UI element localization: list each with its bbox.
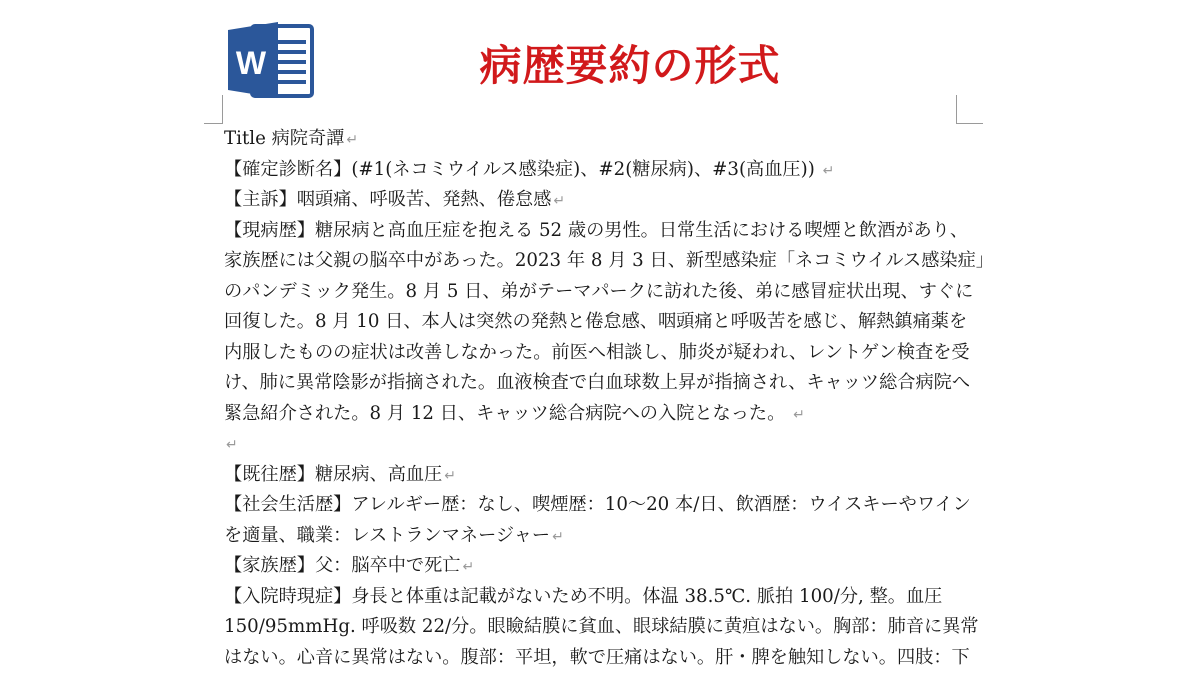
paragraph-mark-icon: ↵ [226,437,238,453]
paragraph-mark-icon: ↵ [346,132,359,148]
document-line-text: け、肺に異常陰影が指摘された。血液検査で白血球数上昇が指摘され、キャッツ総合病院へ [224,372,971,393]
document-line-text: 緊急紹介された。8 月 12 日、キャッツ総合病院への入院となった。 [224,402,792,424]
document-line [224,582,960,613]
paragraph-mark-icon: ↵ [444,467,456,484]
margin-corner-right [956,95,983,124]
document-line [224,429,960,460]
document-line [224,612,979,643]
document-line-text: のパンデミック発生。8 月 5 日、弟がテーマパークに訪れた後、弟に感冒症状出現、すぐに [224,280,974,302]
document-line [224,460,960,491]
document-line [224,490,971,521]
document-line [224,124,960,155]
document-line [224,551,960,582]
document-line [224,399,960,430]
document-line [224,338,970,369]
paragraph-mark-icon: ↵ [822,162,835,179]
document-line [224,216,969,247]
document-line [224,155,960,186]
word-logo-icon [226,20,318,100]
paragraph-mark-icon: ↵ [793,406,805,423]
paragraph-mark-icon: ↵ [462,559,475,575]
document-body[interactable] [224,124,994,673]
document-line [224,643,970,674]
document-line-text: はない。心音に異常はない。腹部：平坦，軟で圧痛はない。肝・脾を触知しない。四肢：下 [224,646,970,668]
word-logo-letter: W [235,45,267,81]
document-line-text: 【家族歴】父：脳卒中で死亡 [224,555,461,576]
document-line [224,246,994,277]
document-line-text: 【既往歴】糖尿病、高血圧 [224,463,443,485]
document-line-text: 【現病歴】糖尿病と高血圧症を抱える 52 歳の男性。日常生活における喫煙と飲酒があり、 [224,219,969,241]
document-line-text: 150/95mmHg. 呼吸数 22/分。眼瞼結膜に貧血、眼球結膜に黄疸はない。胸部：肺音に異常 [224,616,979,637]
margin-corner-left [204,95,223,124]
document-line-text: 【社会生活歴】アレルギー歴：なし、喫煙歴：10～20 本/日、飲酒歴：ウイスキーやワイン [224,494,971,515]
document-line-text: を適量、職業：レストランマネージャー [224,524,551,546]
document-line-text: 【主訴】咽頭痛、呼吸苦、発熱、倦怠感 [224,189,552,210]
document-line-text: Title 病院奇譚 [224,128,345,149]
document-line-text: 【確定診断名】(#1(ネコミウイルス感染症)、#2(糖尿病)、#3(高血圧)) [224,158,821,180]
document-line [224,521,960,552]
paragraph-mark-icon: ↵ [553,193,566,209]
document-line [224,307,968,338]
page-title: 病歴要約の形式 [479,41,781,90]
document-line-text: 回復した。8 月 10 日、本人は突然の発熱と倦怠感、咽頭痛と呼吸苦を感じ、解熱鎮痛薬を [224,311,968,332]
paragraph-mark-icon: ↵ [552,528,564,545]
document-line-text: 家族歴には父親の脳卒中があった。2023 年 8 月 3 日、新型感染症「ネコミウイルス感染症」 [224,250,994,271]
document-line [224,185,960,216]
document-line [224,277,974,308]
document-line-text: 内服したものの症状は改善しなかった。前医へ相談し、肺炎が疑われ、レントゲン検査を受 [224,341,970,363]
document-line [224,368,971,399]
document-line-text: 【入院時現症】身長と体重は記載がないため不明。体温 38.5℃. 脈拍 100/分, 整。血圧 [224,585,943,607]
